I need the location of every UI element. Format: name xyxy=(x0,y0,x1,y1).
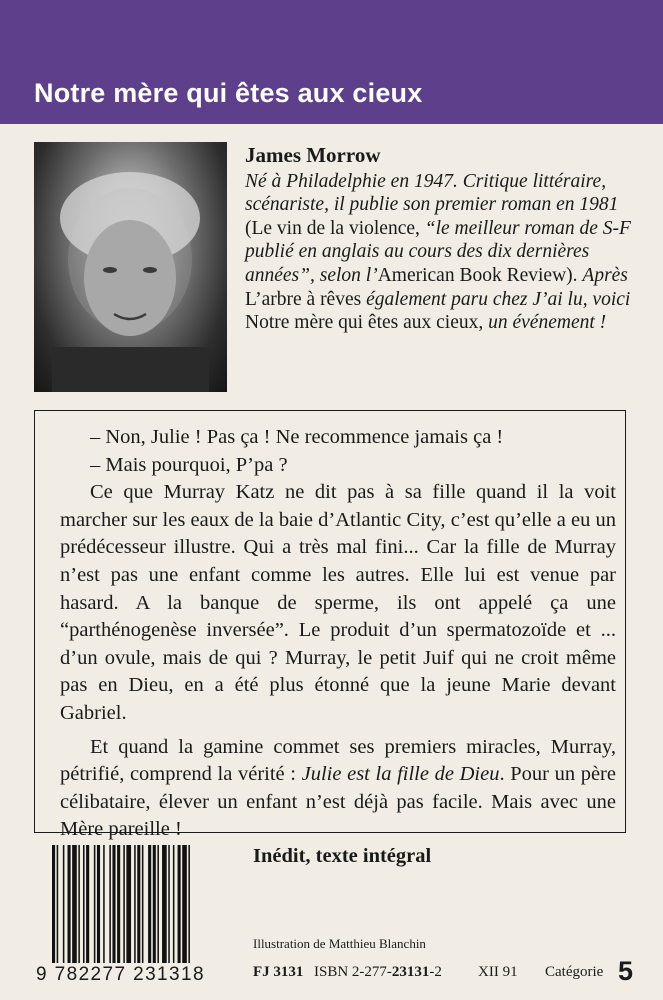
barcode-bar xyxy=(86,845,89,963)
bio-part: (Le vin de la violence, xyxy=(245,217,425,239)
barcode-bar xyxy=(117,845,120,963)
barcode-bar xyxy=(178,845,181,963)
author-bio xyxy=(245,170,635,335)
barcode-bar xyxy=(173,845,175,963)
barcode-bar xyxy=(157,845,159,963)
barcode-bar xyxy=(162,845,167,963)
summary-paragraph xyxy=(60,734,616,844)
print-date: XII 91 xyxy=(478,964,518,980)
bio-part: également paru chez J’ai lu, voici xyxy=(366,288,631,310)
inedit-label: Inédit, texte intégral xyxy=(253,845,432,867)
barcode-bar xyxy=(97,845,100,963)
dialog-line: – Non, Julie ! Pas ça ! Ne recommence jamais ça ! xyxy=(90,426,504,448)
author-name: James Morrow xyxy=(245,143,381,167)
author-block xyxy=(245,144,635,335)
barcode-bar xyxy=(112,845,115,963)
barcode-bar xyxy=(52,845,55,963)
paragraph-text: . Pour un père célibataire, élever un enfant n’est déjà pas facile. Mais avec une Mère pareille ! xyxy=(60,763,616,841)
paragraph-text: Et quand la gamine commet ses premiers miracles, Murray, pétrifié, comprend la vérité : xyxy=(60,735,616,786)
barcode-bar xyxy=(72,845,77,963)
barcode-bar xyxy=(103,845,105,963)
bio-part: American Book Review). xyxy=(377,264,583,286)
summary-paragraph: Ce que Murray Katz ne dit pas à sa fille quand il la voit marcher sur les eaux de la baie d’Atlantic City, c’est qu’elle a eu un prédécesseur illustre. Qui a très mal fini... Car la fille de Murray n’est pas une enfant comme les autres. Elle lui est venue par hasard. A la banque de sperme, ils ont appelé ça une “parthénogenèse inversée”. Le produit d’un spermatozoïde et ... d’un ovule, mais de qui ? Murray, le petit Juif qui ne croit même pas en Dieu, en a été plus étonné que la jeune Marie devant Gabriel. xyxy=(60,481,616,724)
barcode-digits: 9 782277 231318 xyxy=(36,964,205,985)
paragraph-italic: Julie est la fille de Dieu xyxy=(301,763,500,786)
illustration-credit: Illustration de Matthieu Blanchin xyxy=(253,936,426,951)
barcode-bar xyxy=(126,845,131,963)
barcode-bar xyxy=(57,845,59,963)
author-photo xyxy=(34,142,227,392)
barcode-bar xyxy=(83,845,85,963)
barcode-bar xyxy=(68,845,71,963)
fj-number: FJ 3131 xyxy=(253,964,304,980)
barcode-bar xyxy=(137,845,140,963)
barcode-bar xyxy=(134,845,136,963)
bio-part: Né à Philadelphie en 1947. Critique littéraire, scénariste, il publie son premier roman en 1981 xyxy=(245,170,619,216)
isbn-number xyxy=(314,964,442,981)
isbn-suffix: -2 xyxy=(429,964,442,980)
title-banner xyxy=(0,0,663,124)
isbn-bold: 23131 xyxy=(391,964,430,980)
bio-part: Après xyxy=(582,264,628,286)
barcode-bar xyxy=(142,845,144,963)
summary-text xyxy=(60,424,616,850)
bio-part: “le meilleur roman de S-F publié en anglais au cours des dix dernières années”, selon l’ xyxy=(245,217,631,286)
barcode-bar xyxy=(153,845,156,963)
bio-part: un événement ! xyxy=(488,312,607,334)
barcode-bar xyxy=(148,845,151,963)
barcode-bar xyxy=(123,845,125,963)
isbn-prefix: ISBN 2-277- xyxy=(314,964,392,980)
barcode-bar xyxy=(182,845,187,963)
barcode-bar xyxy=(94,845,96,963)
book-title: Notre mère qui êtes aux cieux xyxy=(34,78,423,108)
category-number: 5 xyxy=(618,956,634,986)
barcode-bar xyxy=(109,845,111,963)
category-label: Catégorie xyxy=(545,964,604,980)
barcode-bar xyxy=(188,845,190,963)
bio-part: L’arbre à rêves xyxy=(245,288,367,310)
barcode-bar xyxy=(78,845,80,963)
bio-part: Notre mère qui êtes aux cieux, xyxy=(245,312,489,334)
barcode-bar xyxy=(168,845,170,963)
barcode xyxy=(52,845,226,963)
barcode-bar xyxy=(63,845,65,963)
dialog-line: – Mais pourquoi, P’pa ? xyxy=(90,453,288,476)
